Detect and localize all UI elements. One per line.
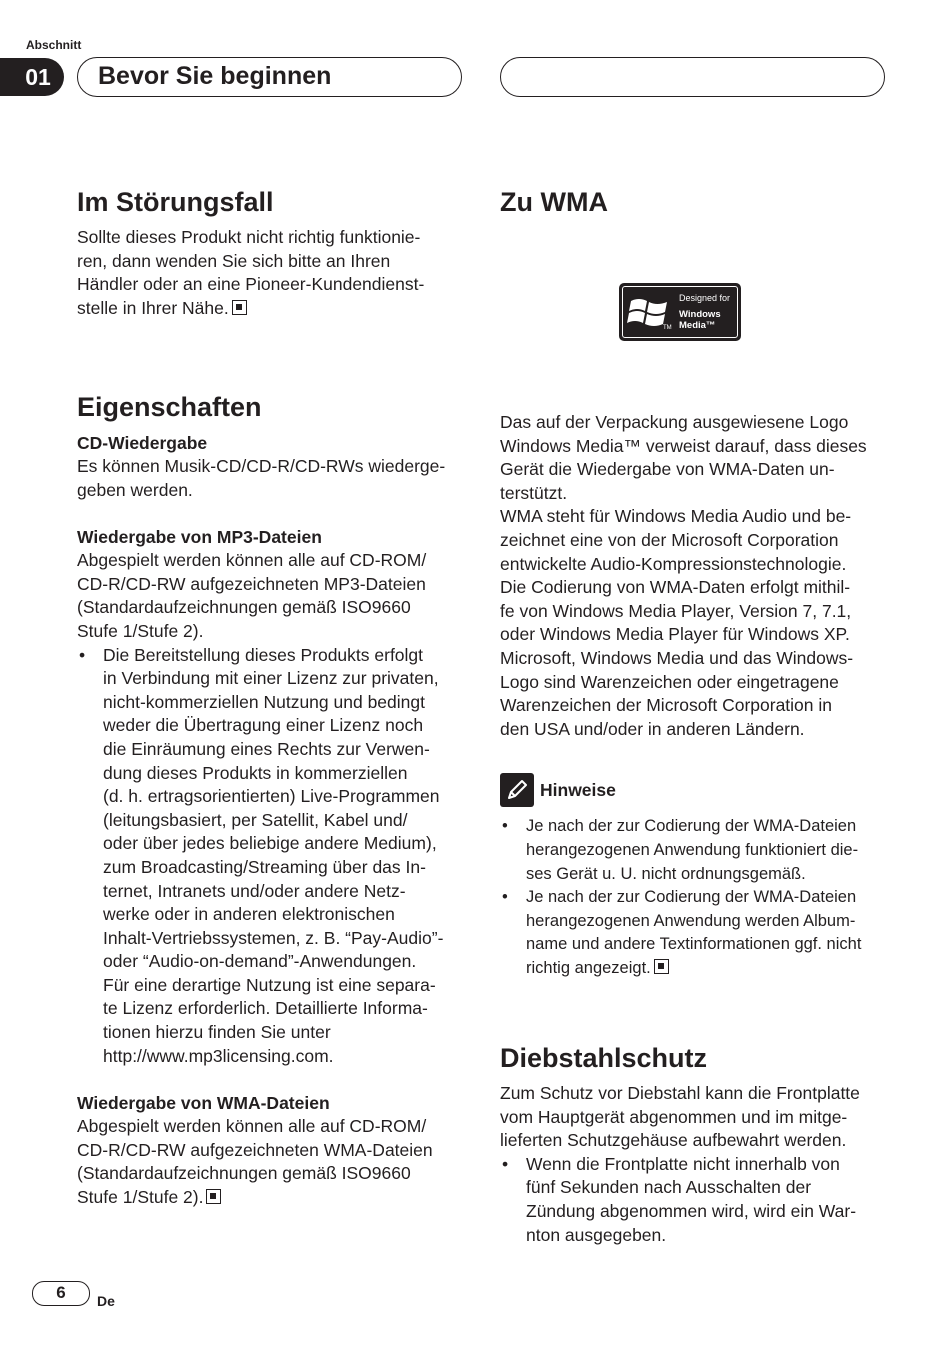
windows-media-logo: [619, 283, 741, 341]
mp3-licensing-link[interactable]: http://www.mp3licensing.com.: [103, 1045, 334, 1066]
note-pencil-icon: [500, 773, 534, 807]
hinweise-list: [500, 815, 885, 980]
end-mark-icon: [206, 1189, 221, 1204]
section-eigenschaften: [77, 391, 462, 1210]
section-title-box-empty: [500, 57, 885, 97]
end-mark-icon: [232, 300, 247, 315]
section-number-badge: 01: [0, 58, 64, 96]
wma-playback-text: Abgespielt werden können alle auf CD-ROM/ CD-R/CD-RW aufgezeichneten WMA-Dateien (Standardaufzeichnungen gemäß ISO9660 Stufe 1/Stufe 2).: [77, 1116, 433, 1208]
cd-text: Es können Musik-CD/CD-R/CD-RWs wiederge- geben werden.: [77, 456, 446, 500]
mp3-license-bullet: • Die Bereitstellung dieses Produkts erfolgt in Verbindung mit einer Lizenz zur privaten, nicht-kommerziellen Nutzung und bedingt weder die Übertragung einer Lizenz noch die Einräumung eines Rechts zur Verwen- dung dieses Produkts in kommerziellen (d. h. ertragsorientierten) Live-Programmen (leitungsbasiert, per Satellit, Kabel und/ oder über jedes beliebige andere Medium), zum Broadcasting/Streaming über das In- ternet, Intranets und/oder andere Netz- werke oder in anderen elektronischen Inhalt-Vertriebssystemen, z. B. “Pay-Audio”- oder “Audio-on-demand”-Anwendungen. Für eine derartige Nutzung ist eine separa- te Lizenz erforderlich. Detaillierte Informa- tionen hierzu finden Sie unter http://www.mp3licensing.com.: [77, 644, 462, 1069]
section-label: Abschnitt: [26, 38, 82, 52]
hinweise-title: Hinweise: [540, 779, 616, 800]
language-code: De: [97, 1293, 115, 1309]
stoerungsfall-text: Sollte dieses Produkt nicht richtig funktionie- ren, dann wenden Sie sich bitte an Ihren Händler oder an eine Pioneer-Kundendienst- stelle in Ihrer Nähe.: [77, 227, 425, 318]
subheading-cd: CD-Wiedergabe: [77, 433, 208, 453]
diebstahlschutz-bullet: • Wenn die Frontplatte nicht innerhalb von fünf Sekunden nach Ausschalten der Zündung abgenommen wird, wird ein War- nton ausgegeben.: [500, 1153, 885, 1247]
hinweise-header: [500, 773, 885, 807]
logo-designed-for: Designed for: [679, 293, 731, 303]
diebstahlschutz-text: Zum Schutz vor Diebstahl kann die Frontplatte vom Hauptgerät abgenommen und im mitge- lieferten Schutzgehäuse aufbewahrt werden.: [500, 1083, 860, 1151]
section-title: Bevor Sie beginnen: [77, 57, 462, 97]
section-zu-wma: [500, 186, 885, 218]
wma-description-text: Das auf der Verpackung ausgewiesene Logo Windows Media™ verweist darauf, dass dieses Gerät die Wiedergabe von WMA-Daten un- terstützt. WMA steht für Windows Media Audio und be- zeichnet eine von der Microsoft Corporation entwickelte Audio-Kompressionstechnologie. Die Codierung von WMA-Daten erfolgt mithil- fe von Windows Media Player, Version 7, 7.1, oder Windows Media Player für Windows XP. Microsoft, Windows Media und das Windows- Logo sind Warenzeichen oder eingetragene Warenzeichen der Microsoft Corporation in den USA und/oder in anderen Ländern.: [500, 412, 867, 739]
logo-tm: TM: [663, 325, 672, 331]
logo-windows: Windows: [679, 309, 721, 320]
end-mark-icon: [654, 959, 669, 974]
heading-eigenschaften: Eigenschaften: [77, 392, 262, 422]
wma-description: [500, 411, 885, 980]
heading-stoerungsfall: Im Störungsfall: [77, 187, 274, 217]
section-diebstahlschutz: [500, 1042, 885, 1247]
mp3-text: Abgespielt werden können alle auf CD-ROM/ CD-R/CD-RW aufgezeichneten MP3-Dateien (Standardaufzeichnungen gemäß ISO9660 Stufe 1/Stufe 2).: [77, 550, 427, 641]
logo-media: Media™: [679, 320, 716, 331]
mp3-bullet-list: [77, 644, 462, 1069]
diebstahlschutz-list: [500, 1153, 885, 1247]
hinweis-item: • Je nach der zur Codierung der WMA-Dateien herangezogenen Anwendung funktioniert die- ses Gerät u. U. nicht ordnungsgemäß.: [500, 815, 885, 886]
heading-diebstahlschutz: Diebstahlschutz: [500, 1043, 708, 1073]
hinweis-item: • Je nach der zur Codierung der WMA-Dateien herangezogenen Anwendung werden Album- name und andere Textinformationen ggf. nicht richtig angezeigt.: [500, 886, 885, 980]
section-stoerungsfall: [77, 186, 462, 320]
subheading-wma: Wiedergabe von WMA-Dateien: [77, 1093, 330, 1114]
page-number: 6: [32, 1281, 90, 1306]
subheading-mp3: Wiedergabe von MP3-Dateien: [77, 527, 322, 548]
heading-zu-wma: Zu WMA: [500, 187, 608, 217]
